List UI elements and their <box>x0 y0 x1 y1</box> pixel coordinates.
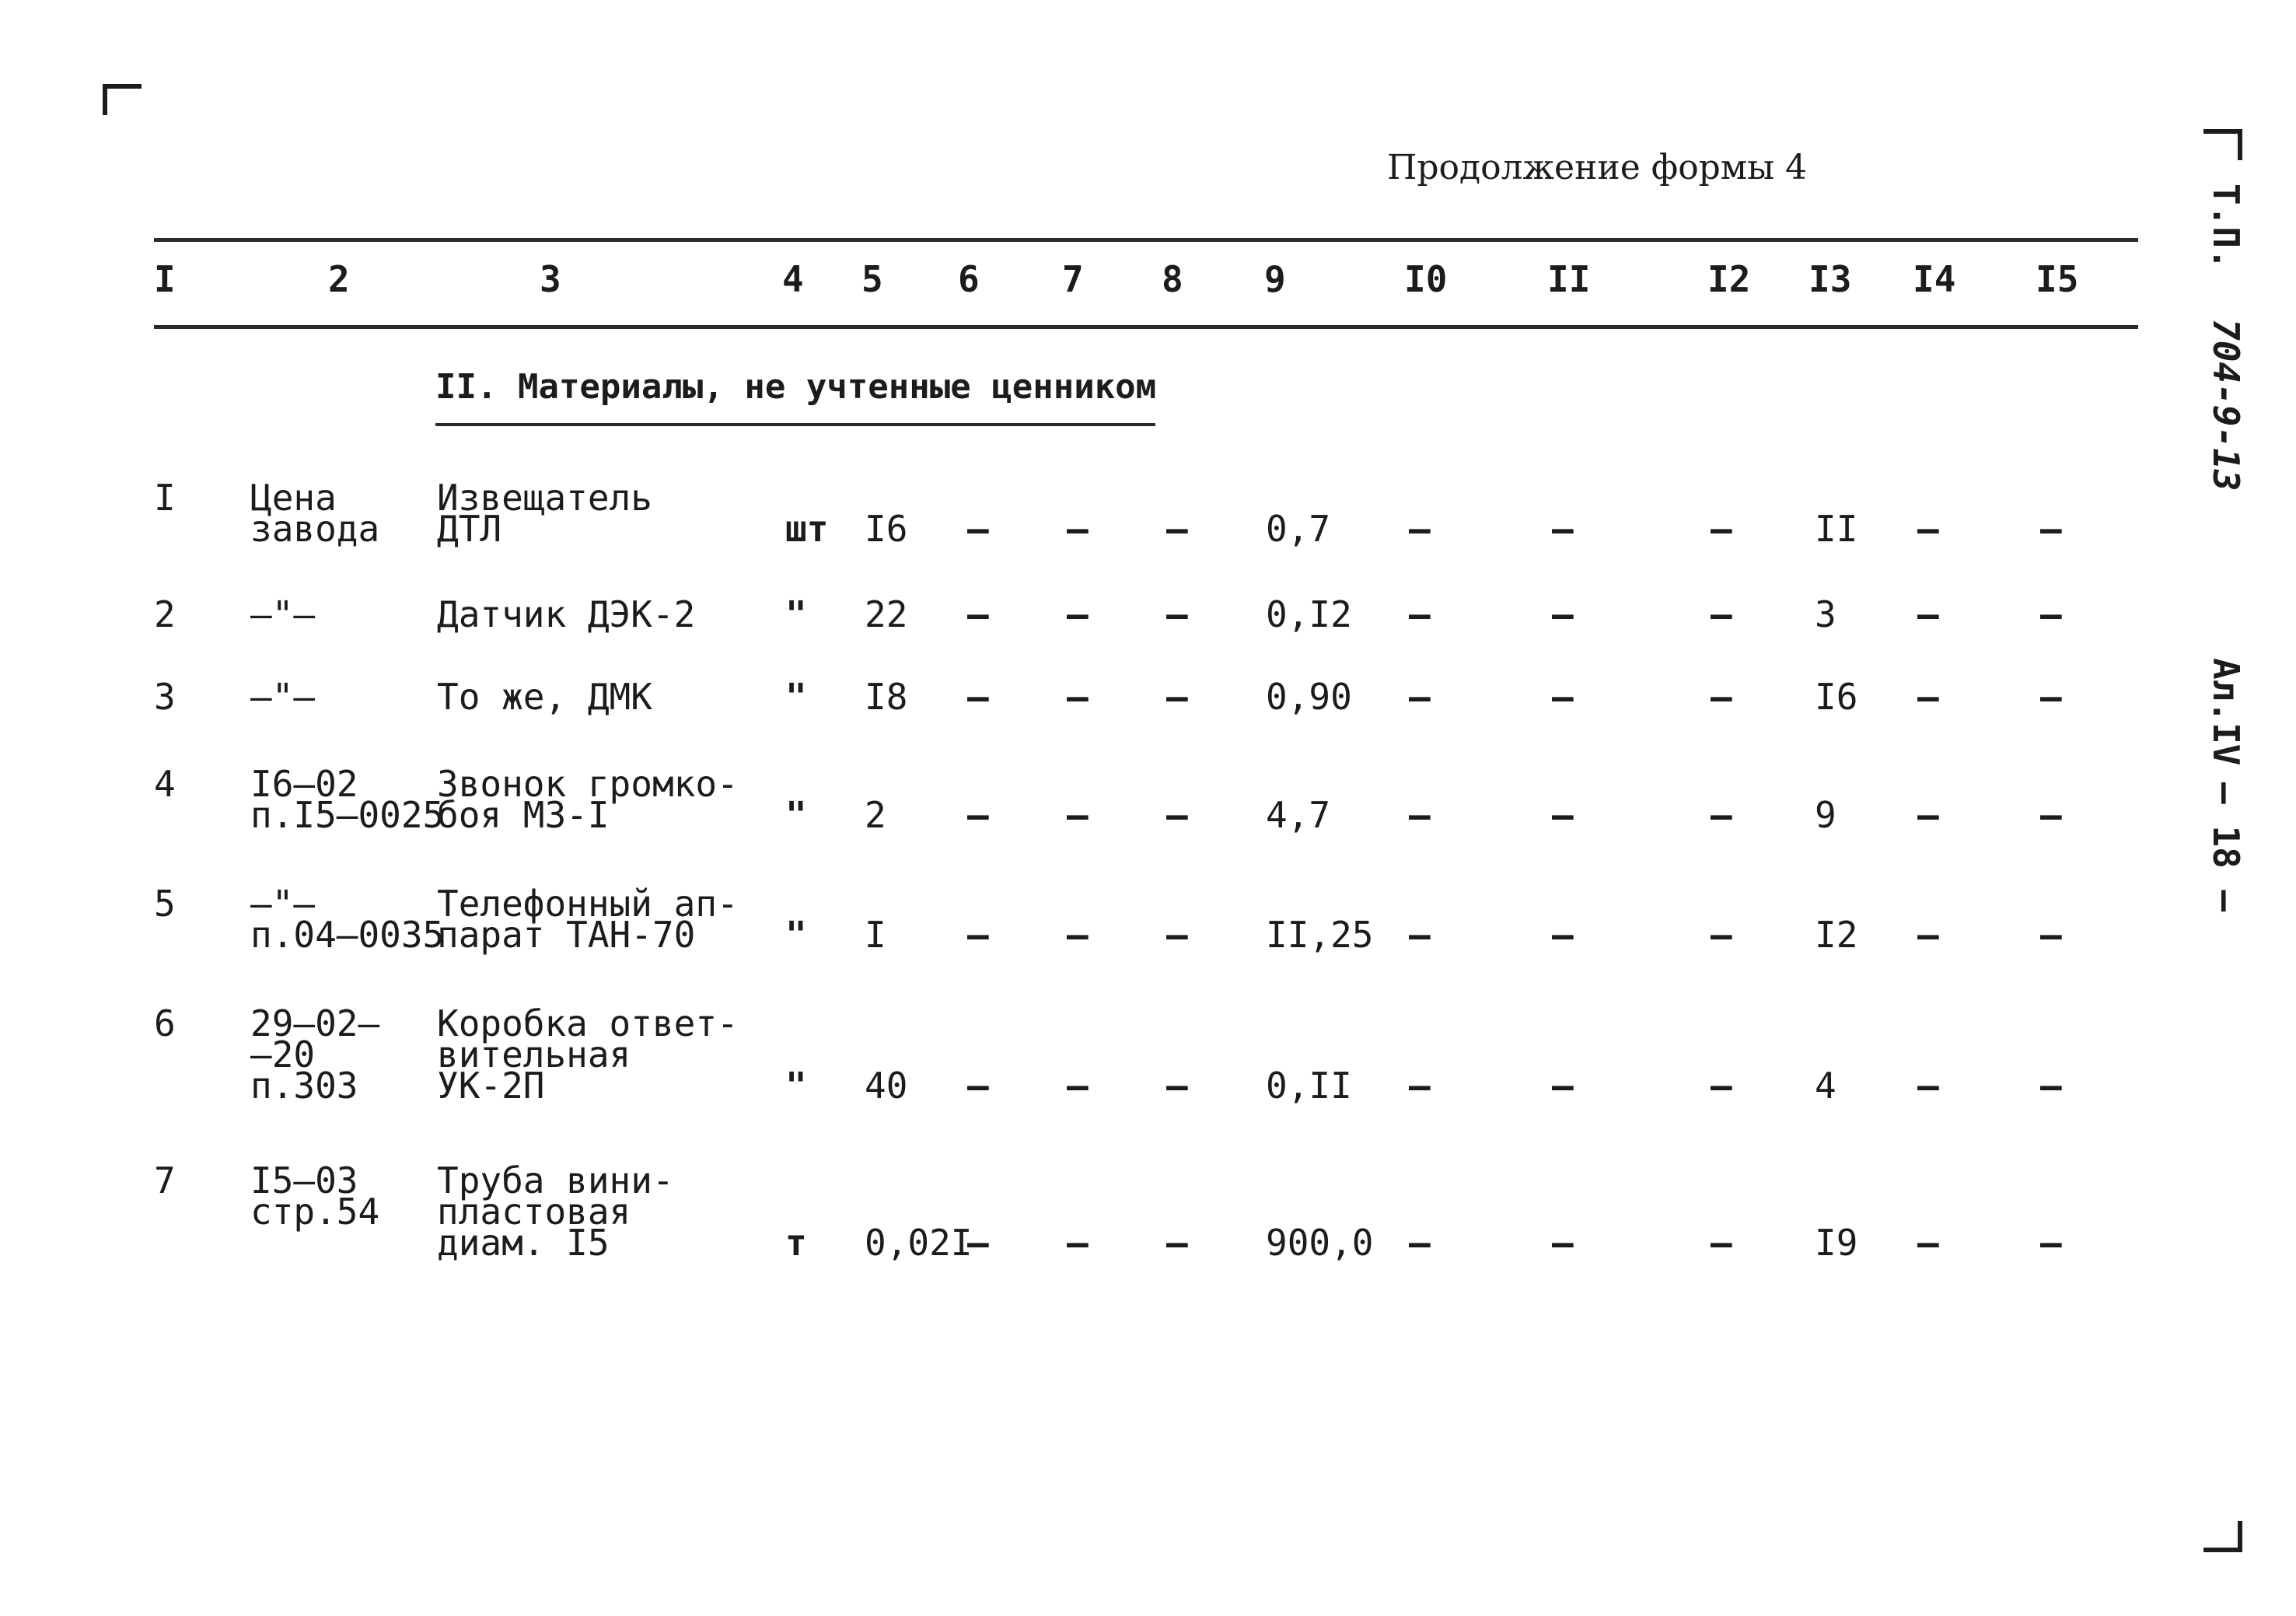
material-name: диам. I5 <box>437 1222 610 1264</box>
col-11-cell: – <box>1552 1065 1574 1107</box>
col-15-cell: – <box>2040 593 2062 635</box>
col-7-cell: – <box>1067 593 1089 635</box>
side-album: Ал.IV <box>2205 658 2247 766</box>
col-11-cell: – <box>1552 914 1574 956</box>
corner-mark-top-left <box>103 84 142 115</box>
column-header-3: 3 <box>540 258 561 300</box>
col-13-cell: I6 <box>1815 676 1858 718</box>
corner-mark-top-right <box>2203 129 2242 160</box>
side-page-number: 18 <box>2205 825 2247 869</box>
material-name: вительная <box>437 1034 631 1076</box>
row-number: 7 <box>154 1160 176 1202</box>
material-name: УК-2П <box>437 1065 545 1107</box>
col-6-cell: – <box>967 794 989 836</box>
row-number: I <box>154 477 176 519</box>
source-reference: 29–02– <box>250 1002 380 1044</box>
col-8-cell: – <box>1166 1065 1188 1107</box>
source-reference: Цена <box>250 477 337 519</box>
material-name: Телефонный ап- <box>437 883 739 925</box>
col-7-cell: – <box>1067 1065 1089 1107</box>
quantity-cell: I6 <box>865 508 908 550</box>
material-name: Датчик ДЭК-2 <box>437 593 696 635</box>
column-header-5: 5 <box>861 258 883 300</box>
material-name: Звонок громко- <box>437 763 739 805</box>
row-number: 2 <box>154 593 176 635</box>
unit-cell: " <box>785 914 807 956</box>
col-12-cell: – <box>1711 676 1732 718</box>
material-name: боя МЗ-I <box>437 794 610 836</box>
col-14-cell: – <box>1917 1065 1939 1107</box>
column-header-10: I0 <box>1404 258 1448 300</box>
column-header-2: 2 <box>328 258 350 300</box>
col-8-cell: – <box>1166 794 1188 836</box>
col-7-cell: – <box>1067 914 1089 956</box>
unit-cell: т <box>785 1222 807 1264</box>
col-11-cell: – <box>1552 593 1574 635</box>
col-6-cell: – <box>967 508 989 550</box>
col-8-cell: – <box>1166 914 1188 956</box>
source-reference: –20 <box>250 1034 316 1076</box>
column-header-6: 6 <box>958 258 980 300</box>
material-name: ДТЛ <box>437 508 502 550</box>
col-7-cell: – <box>1067 508 1089 550</box>
unit-cell: " <box>785 794 807 836</box>
col-14-cell: – <box>1917 508 1939 550</box>
col-13-cell: I2 <box>1815 914 1858 956</box>
material-name: Извещатель <box>437 477 652 519</box>
col-6-cell: – <box>967 593 989 635</box>
col-10-cell: – <box>1409 676 1431 718</box>
quantity-cell: 40 <box>865 1065 908 1107</box>
quantity-cell: I8 <box>865 676 908 718</box>
col-7-cell: – <box>1067 1222 1089 1264</box>
column-header-8: 8 <box>1162 258 1183 300</box>
col-15-cell: – <box>2040 1065 2062 1107</box>
col-15-cell: – <box>2040 676 2062 718</box>
col-13-cell: 4 <box>1815 1065 1836 1107</box>
quantity-cell: I <box>865 914 886 956</box>
continuation-label: Продолжение формы 4 <box>1387 148 1808 187</box>
col-14-cell: – <box>1917 593 1939 635</box>
col-10-cell: – <box>1409 1222 1431 1264</box>
corner-mark-bottom-right <box>2203 1521 2242 1552</box>
material-name: пластовая <box>437 1191 631 1233</box>
material-name: То же, ДМК <box>437 676 652 718</box>
price-cell: 0,90 <box>1266 676 1352 718</box>
source-reference: –"– <box>250 593 316 635</box>
col-12-cell: – <box>1711 1065 1732 1107</box>
column-header-1: I <box>154 258 176 300</box>
material-name: Труба вини- <box>437 1160 674 1202</box>
col-14-cell: – <box>1917 1222 1939 1264</box>
side-doc-number: 704-9-13 <box>2205 319 2247 491</box>
col-10-cell: – <box>1409 1065 1431 1107</box>
unit-cell: шт <box>785 508 829 550</box>
col-8-cell: – <box>1166 676 1188 718</box>
col-10-cell: – <box>1409 914 1431 956</box>
col-15-cell: – <box>2040 794 2062 836</box>
unit-cell: " <box>785 676 807 718</box>
row-number: 5 <box>154 883 176 925</box>
price-cell: 900,0 <box>1266 1222 1374 1264</box>
col-12-cell: – <box>1711 794 1732 836</box>
col-7-cell: – <box>1067 794 1089 836</box>
col-11-cell: – <box>1552 508 1574 550</box>
price-cell: 0,I2 <box>1266 593 1352 635</box>
col-6-cell: – <box>967 1065 989 1107</box>
column-header-15: I5 <box>2036 258 2079 300</box>
col-12-cell: – <box>1711 914 1732 956</box>
row-number: 6 <box>154 1002 176 1044</box>
price-cell: II,25 <box>1266 914 1374 956</box>
col-10-cell: – <box>1409 508 1431 550</box>
col-14-cell: – <box>1917 914 1939 956</box>
col-14-cell: – <box>1917 794 1939 836</box>
source-reference: I5–03 <box>250 1160 358 1202</box>
col-13-cell: II <box>1815 508 1858 550</box>
col-14-cell: – <box>1917 676 1939 718</box>
col-11-cell: – <box>1552 676 1574 718</box>
section-title: II. Материалы, не учтенные ценником <box>435 367 1157 407</box>
material-name: Коробка ответ- <box>437 1002 739 1044</box>
col-15-cell: – <box>2040 508 2062 550</box>
quantity-cell: 22 <box>865 593 908 635</box>
col-6-cell: – <box>967 914 989 956</box>
source-reference: –"– <box>250 883 316 925</box>
col-11-cell: – <box>1552 1222 1574 1264</box>
col-12-cell: – <box>1711 593 1732 635</box>
price-cell: 0,II <box>1266 1065 1352 1107</box>
col-12-cell: – <box>1711 508 1732 550</box>
unit-cell: " <box>785 593 807 635</box>
col-15-cell: – <box>2040 914 2062 956</box>
col-10-cell: – <box>1409 794 1431 836</box>
price-cell: 4,7 <box>1266 794 1331 836</box>
column-header-9: 9 <box>1264 258 1286 300</box>
col-6-cell: – <box>967 676 989 718</box>
col-8-cell: – <box>1166 508 1188 550</box>
col-7-cell: – <box>1067 676 1089 718</box>
column-header-4: 4 <box>782 258 804 300</box>
table-top-rule <box>154 238 2138 242</box>
col-13-cell: 9 <box>1815 794 1836 836</box>
col-6-cell: – <box>967 1222 989 1264</box>
column-header-7: 7 <box>1062 258 1084 300</box>
quantity-cell: 0,02I <box>865 1222 973 1264</box>
row-number: 4 <box>154 763 176 805</box>
col-10-cell: – <box>1409 593 1431 635</box>
col-8-cell: – <box>1166 1222 1188 1264</box>
column-header-14: I4 <box>1913 258 1956 300</box>
col-8-cell: – <box>1166 593 1188 635</box>
side-tp: Т.П. <box>2205 184 2247 270</box>
source-reference: п.04–0035 <box>250 914 445 956</box>
side-page: — 18 — <box>2205 782 2247 912</box>
source-reference: I6–02 <box>250 763 358 805</box>
material-name: парат ТАН-70 <box>437 914 696 956</box>
col-12-cell: – <box>1711 1222 1732 1264</box>
source-reference: завода <box>250 508 380 550</box>
source-reference: п.I5–0025 <box>250 794 445 836</box>
source-reference: стр.54 <box>250 1191 380 1233</box>
column-header-11: II <box>1547 258 1591 300</box>
source-reference: –"– <box>250 676 316 718</box>
section-title-underline <box>435 423 1155 426</box>
table-header-bottom-rule <box>154 325 2138 329</box>
row-number: 3 <box>154 676 176 718</box>
unit-cell: " <box>785 1065 807 1107</box>
col-15-cell: – <box>2040 1222 2062 1264</box>
column-header-12: I2 <box>1707 258 1751 300</box>
quantity-cell: 2 <box>865 794 886 836</box>
col-11-cell: – <box>1552 794 1574 836</box>
col-13-cell: I9 <box>1815 1222 1858 1264</box>
price-cell: 0,7 <box>1266 508 1331 550</box>
col-13-cell: 3 <box>1815 593 1836 635</box>
source-reference: п.303 <box>250 1065 358 1107</box>
column-header-13: I3 <box>1808 258 1852 300</box>
